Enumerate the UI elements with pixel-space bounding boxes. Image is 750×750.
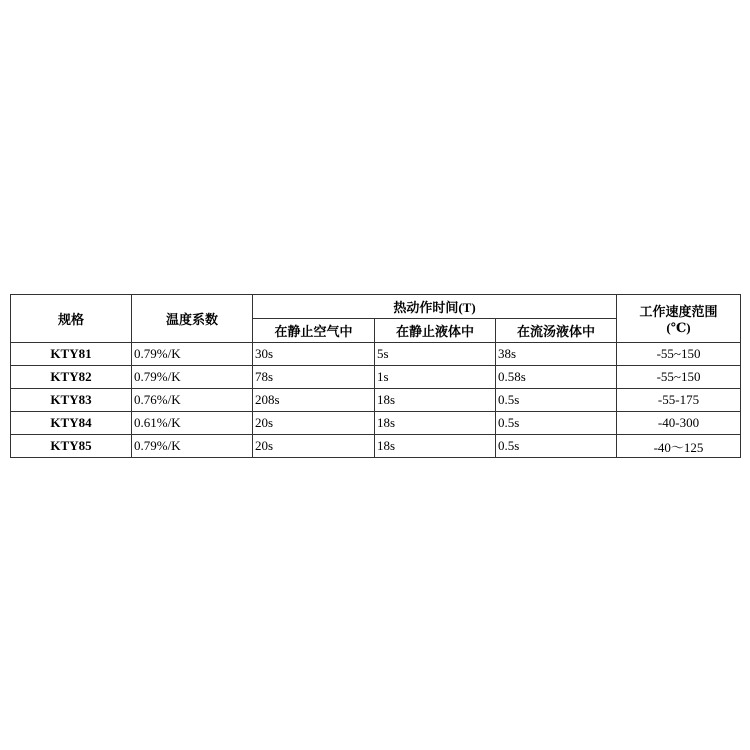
still-air-cell: 78s xyxy=(253,366,375,389)
still-liquid-cell: 5s xyxy=(375,343,496,366)
flowing-liquid-cell: 0.5s xyxy=(496,389,617,412)
table-row xyxy=(11,412,741,435)
temp-coeff-cell: 0.76%/K xyxy=(132,389,253,412)
still-liquid-cell: 18s xyxy=(375,389,496,412)
flowing-liquid-cell: 0.5s xyxy=(496,435,617,458)
header-temp-coeff: 温度系数 xyxy=(132,295,253,343)
header-range-line1: 工作速度范围 xyxy=(639,304,718,319)
operating-range-cell: -40-300 xyxy=(617,412,741,435)
operating-range-cell: -55~150 xyxy=(617,366,741,389)
header-still-air: 在静止空气中 xyxy=(253,319,375,343)
header-flowing-liquid: 在流汤液体中 xyxy=(496,319,617,343)
model-cell: KTY81 xyxy=(11,343,132,366)
model-cell: KTY84 xyxy=(11,412,132,435)
model-cell: KTY82 xyxy=(11,366,132,389)
temp-coeff-cell: 0.61%/K xyxy=(132,412,253,435)
table-row xyxy=(11,343,741,366)
table-row xyxy=(11,366,741,389)
still-liquid-cell: 1s xyxy=(375,366,496,389)
still-liquid-cell: 18s xyxy=(375,435,496,458)
operating-range-cell: -40～125 xyxy=(617,435,741,458)
table-row xyxy=(11,389,741,412)
still-air-cell: 30s xyxy=(253,343,375,366)
still-air-cell: 20s xyxy=(253,412,375,435)
flowing-liquid-cell: 38s xyxy=(496,343,617,366)
still-air-cell: 20s xyxy=(253,435,375,458)
still-air-cell: 208s xyxy=(253,389,375,412)
still-liquid-cell: 18s xyxy=(375,412,496,435)
header-thermal-time: 热动作时间(T) xyxy=(253,295,617,319)
header-operating-range xyxy=(617,295,741,343)
header-row xyxy=(11,295,741,319)
operating-range-cell: -55-175 xyxy=(617,389,741,412)
temp-coeff-cell: 0.79%/K xyxy=(132,366,253,389)
model-cell: KTY83 xyxy=(11,389,132,412)
header-model: 规格 xyxy=(11,295,132,343)
table-row xyxy=(11,435,741,458)
header-still-liquid: 在静止液体中 xyxy=(375,319,496,343)
operating-range-cell: -55~150 xyxy=(617,343,741,366)
temp-coeff-cell: 0.79%/K xyxy=(132,343,253,366)
header-range-line2: (℃) xyxy=(666,320,691,335)
flowing-liquid-cell: 0.58s xyxy=(496,366,617,389)
temp-coeff-cell: 0.79%/K xyxy=(132,435,253,458)
flowing-liquid-cell: 0.5s xyxy=(496,412,617,435)
kty-spec-table xyxy=(10,294,741,458)
model-cell: KTY85 xyxy=(11,435,132,458)
